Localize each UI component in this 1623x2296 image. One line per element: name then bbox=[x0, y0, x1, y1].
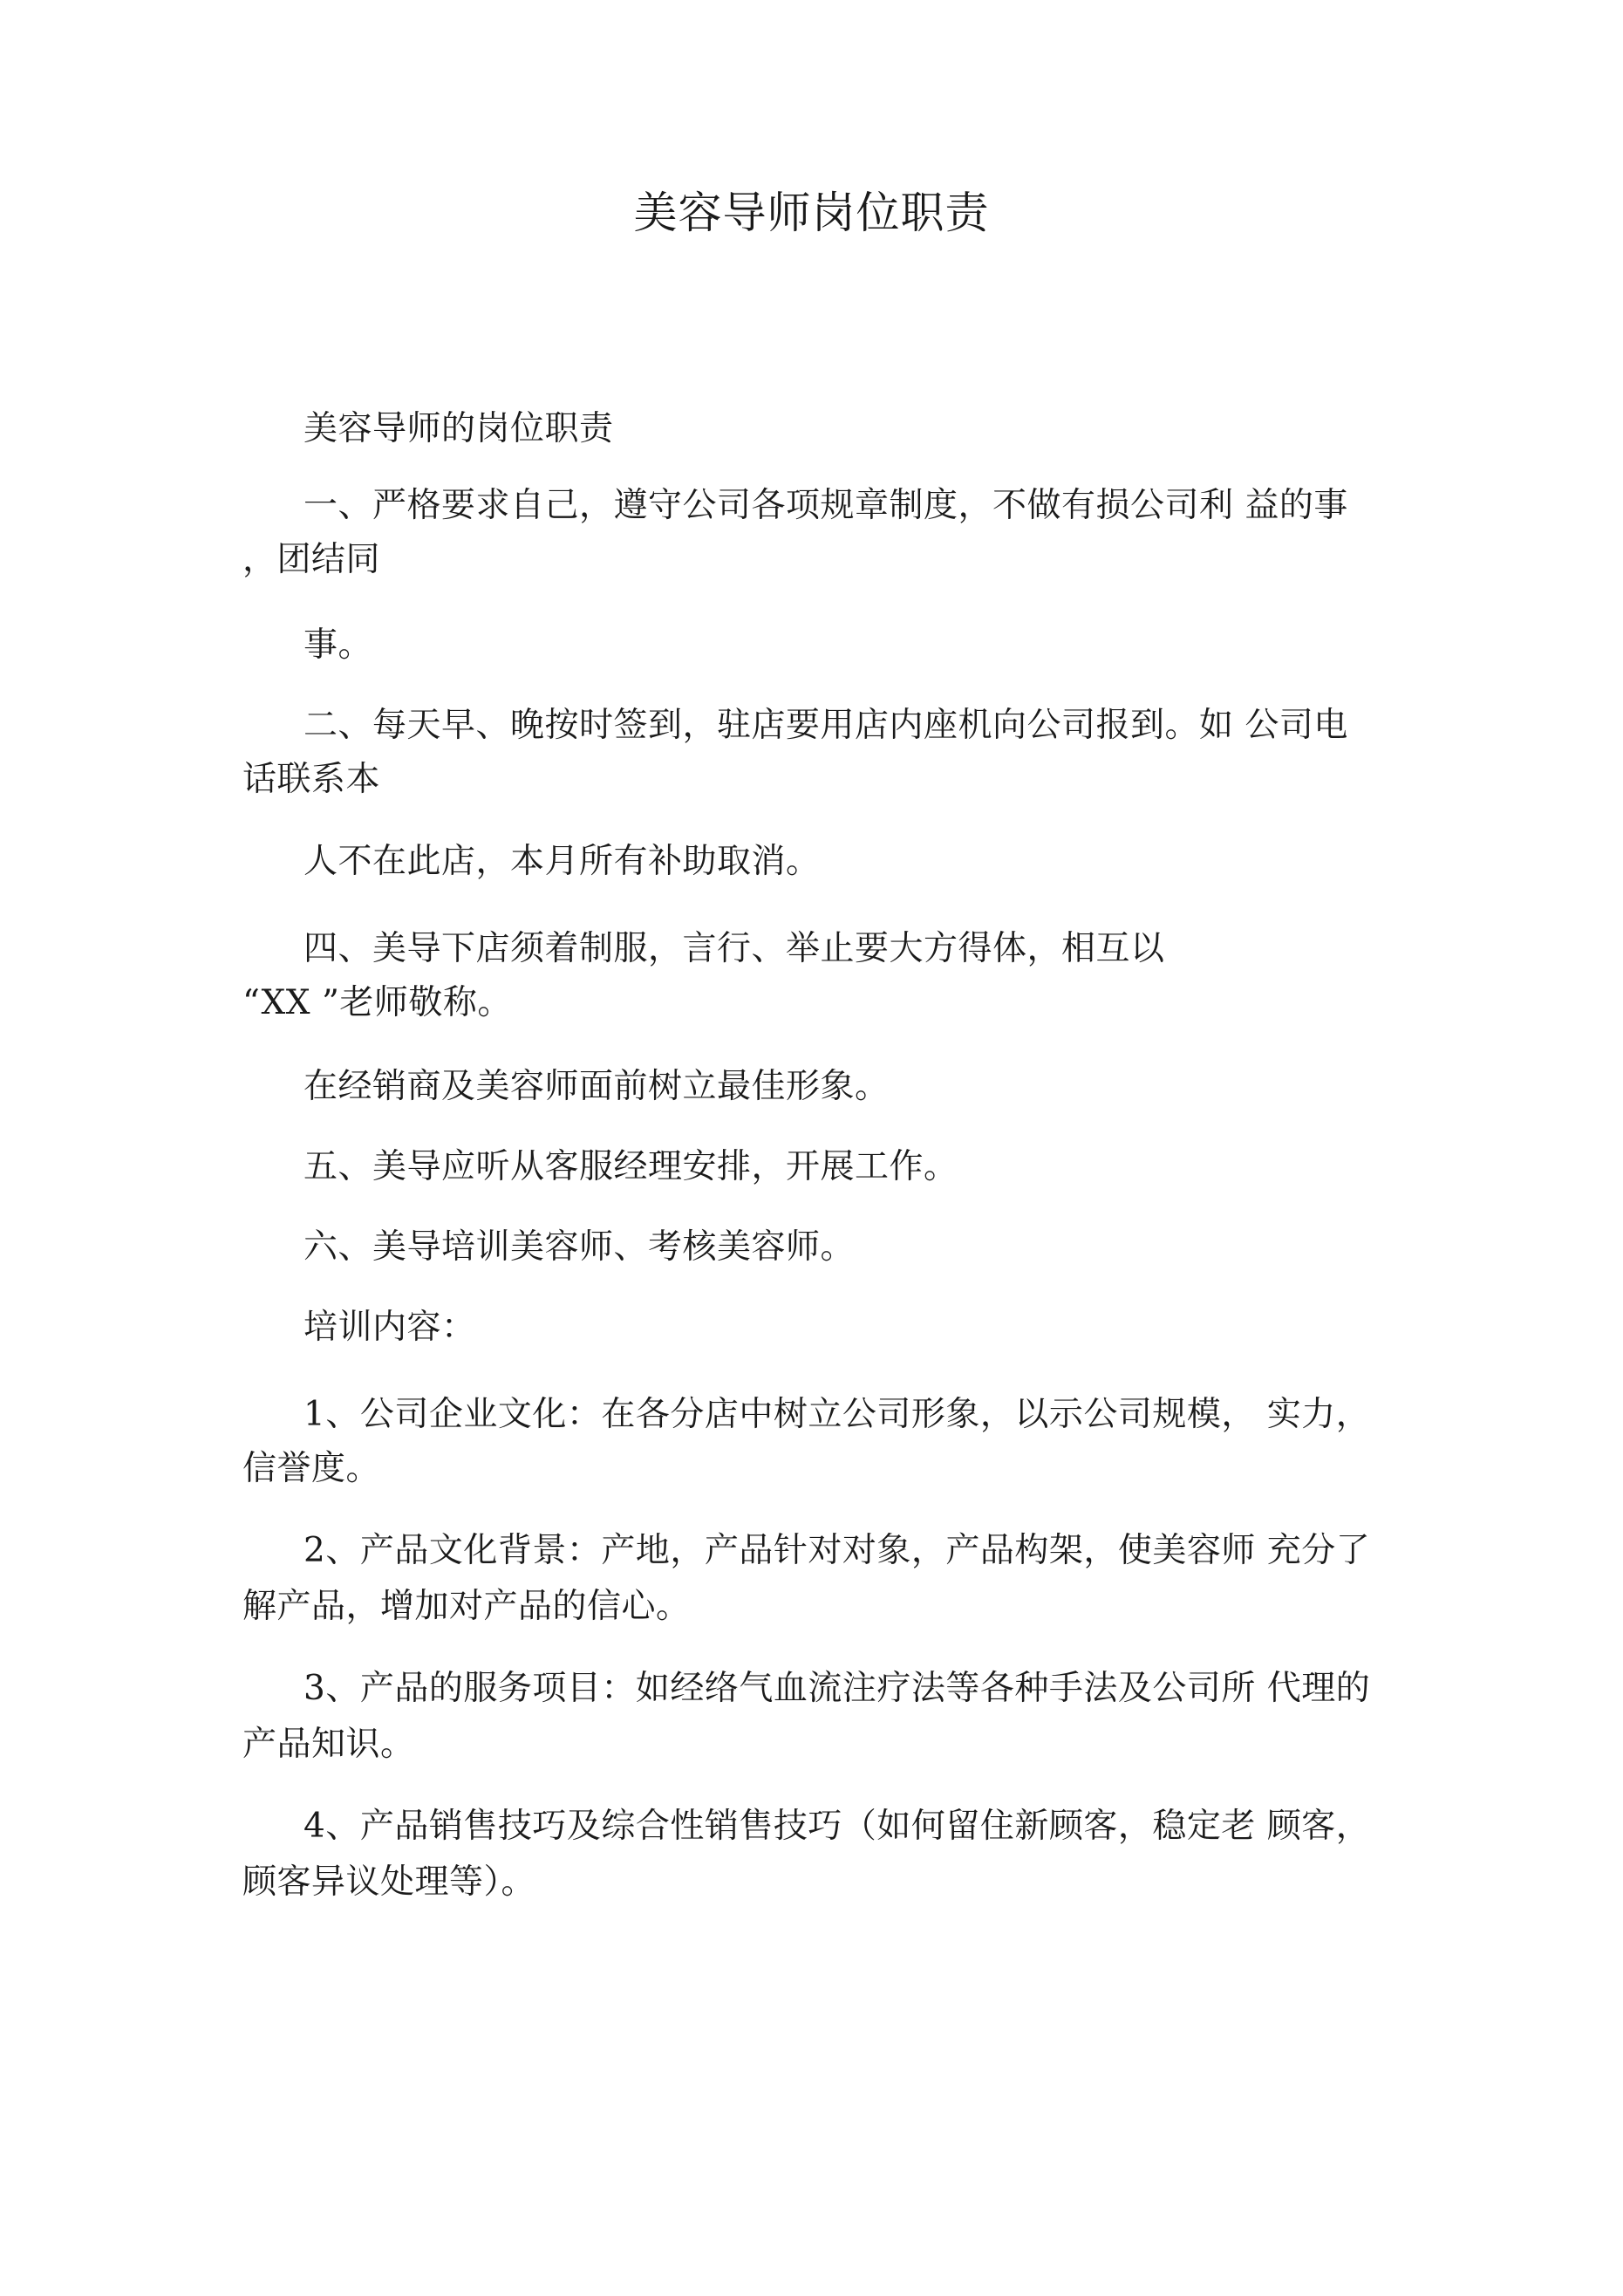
paragraph-line: 产品知识。 bbox=[242, 1725, 415, 1764]
paragraph-line: 4、产品销售技巧及综合性销售技巧（如何留住新顾客，稳定老 顾客， bbox=[303, 1807, 1371, 1846]
document-title: 美容导师岗位职责 bbox=[633, 188, 990, 238]
paragraph-line: 二、每天早、晚按时签到，驻店要用店内座机向公司报到。如 公司电 bbox=[303, 706, 1348, 745]
paragraph-line: 一、严格要求自己，遵守公司各项规章制度，不做有损公司利 益的事 bbox=[303, 486, 1348, 525]
paragraph-line: 2、产品文化背景：产地，产品针对对象，产品构架，使美容师 充分了 bbox=[303, 1531, 1371, 1570]
paragraph-line: 话联系本 bbox=[242, 760, 381, 799]
paragraph-line: 在经销商及美容师面前树立最佳形象。 bbox=[303, 1067, 890, 1106]
paragraph-line: 3、产品的服务项目：如经络气血流注疗法等各种手法及公司所 代理的 bbox=[303, 1669, 1371, 1708]
paragraph-line: “XX ”老师敬称。 bbox=[242, 983, 512, 1022]
paragraph-line: ，团结同 bbox=[242, 540, 381, 579]
paragraph-line: 解产品，增加对产品的信心。 bbox=[242, 1587, 691, 1626]
paragraph-line: 信誉度。 bbox=[242, 1449, 381, 1488]
paragraph-line: 六、美导培训美容师、考核美容师。 bbox=[303, 1227, 856, 1267]
paragraph-line: 顾客异议处理等）。 bbox=[242, 1862, 536, 1902]
section-heading: 美容导师的岗位职责 bbox=[303, 409, 614, 448]
paragraph-line: 人不在此店，本月所有补助取消。 bbox=[303, 842, 821, 881]
paragraph-line: 五、美导应听从客服经理安排，开展工作。 bbox=[303, 1147, 958, 1186]
paragraph-line: 四、美导下店须着制服，言行、举止要大方得体，相互以 bbox=[303, 929, 1165, 968]
paragraph-line: 事。 bbox=[303, 625, 373, 665]
paragraph-line: 1、公司企业文化：在各分店中树立公司形象，以示公司规模， 实力， bbox=[303, 1395, 1371, 1434]
paragraph-line: 培训内容： bbox=[303, 1308, 476, 1347]
